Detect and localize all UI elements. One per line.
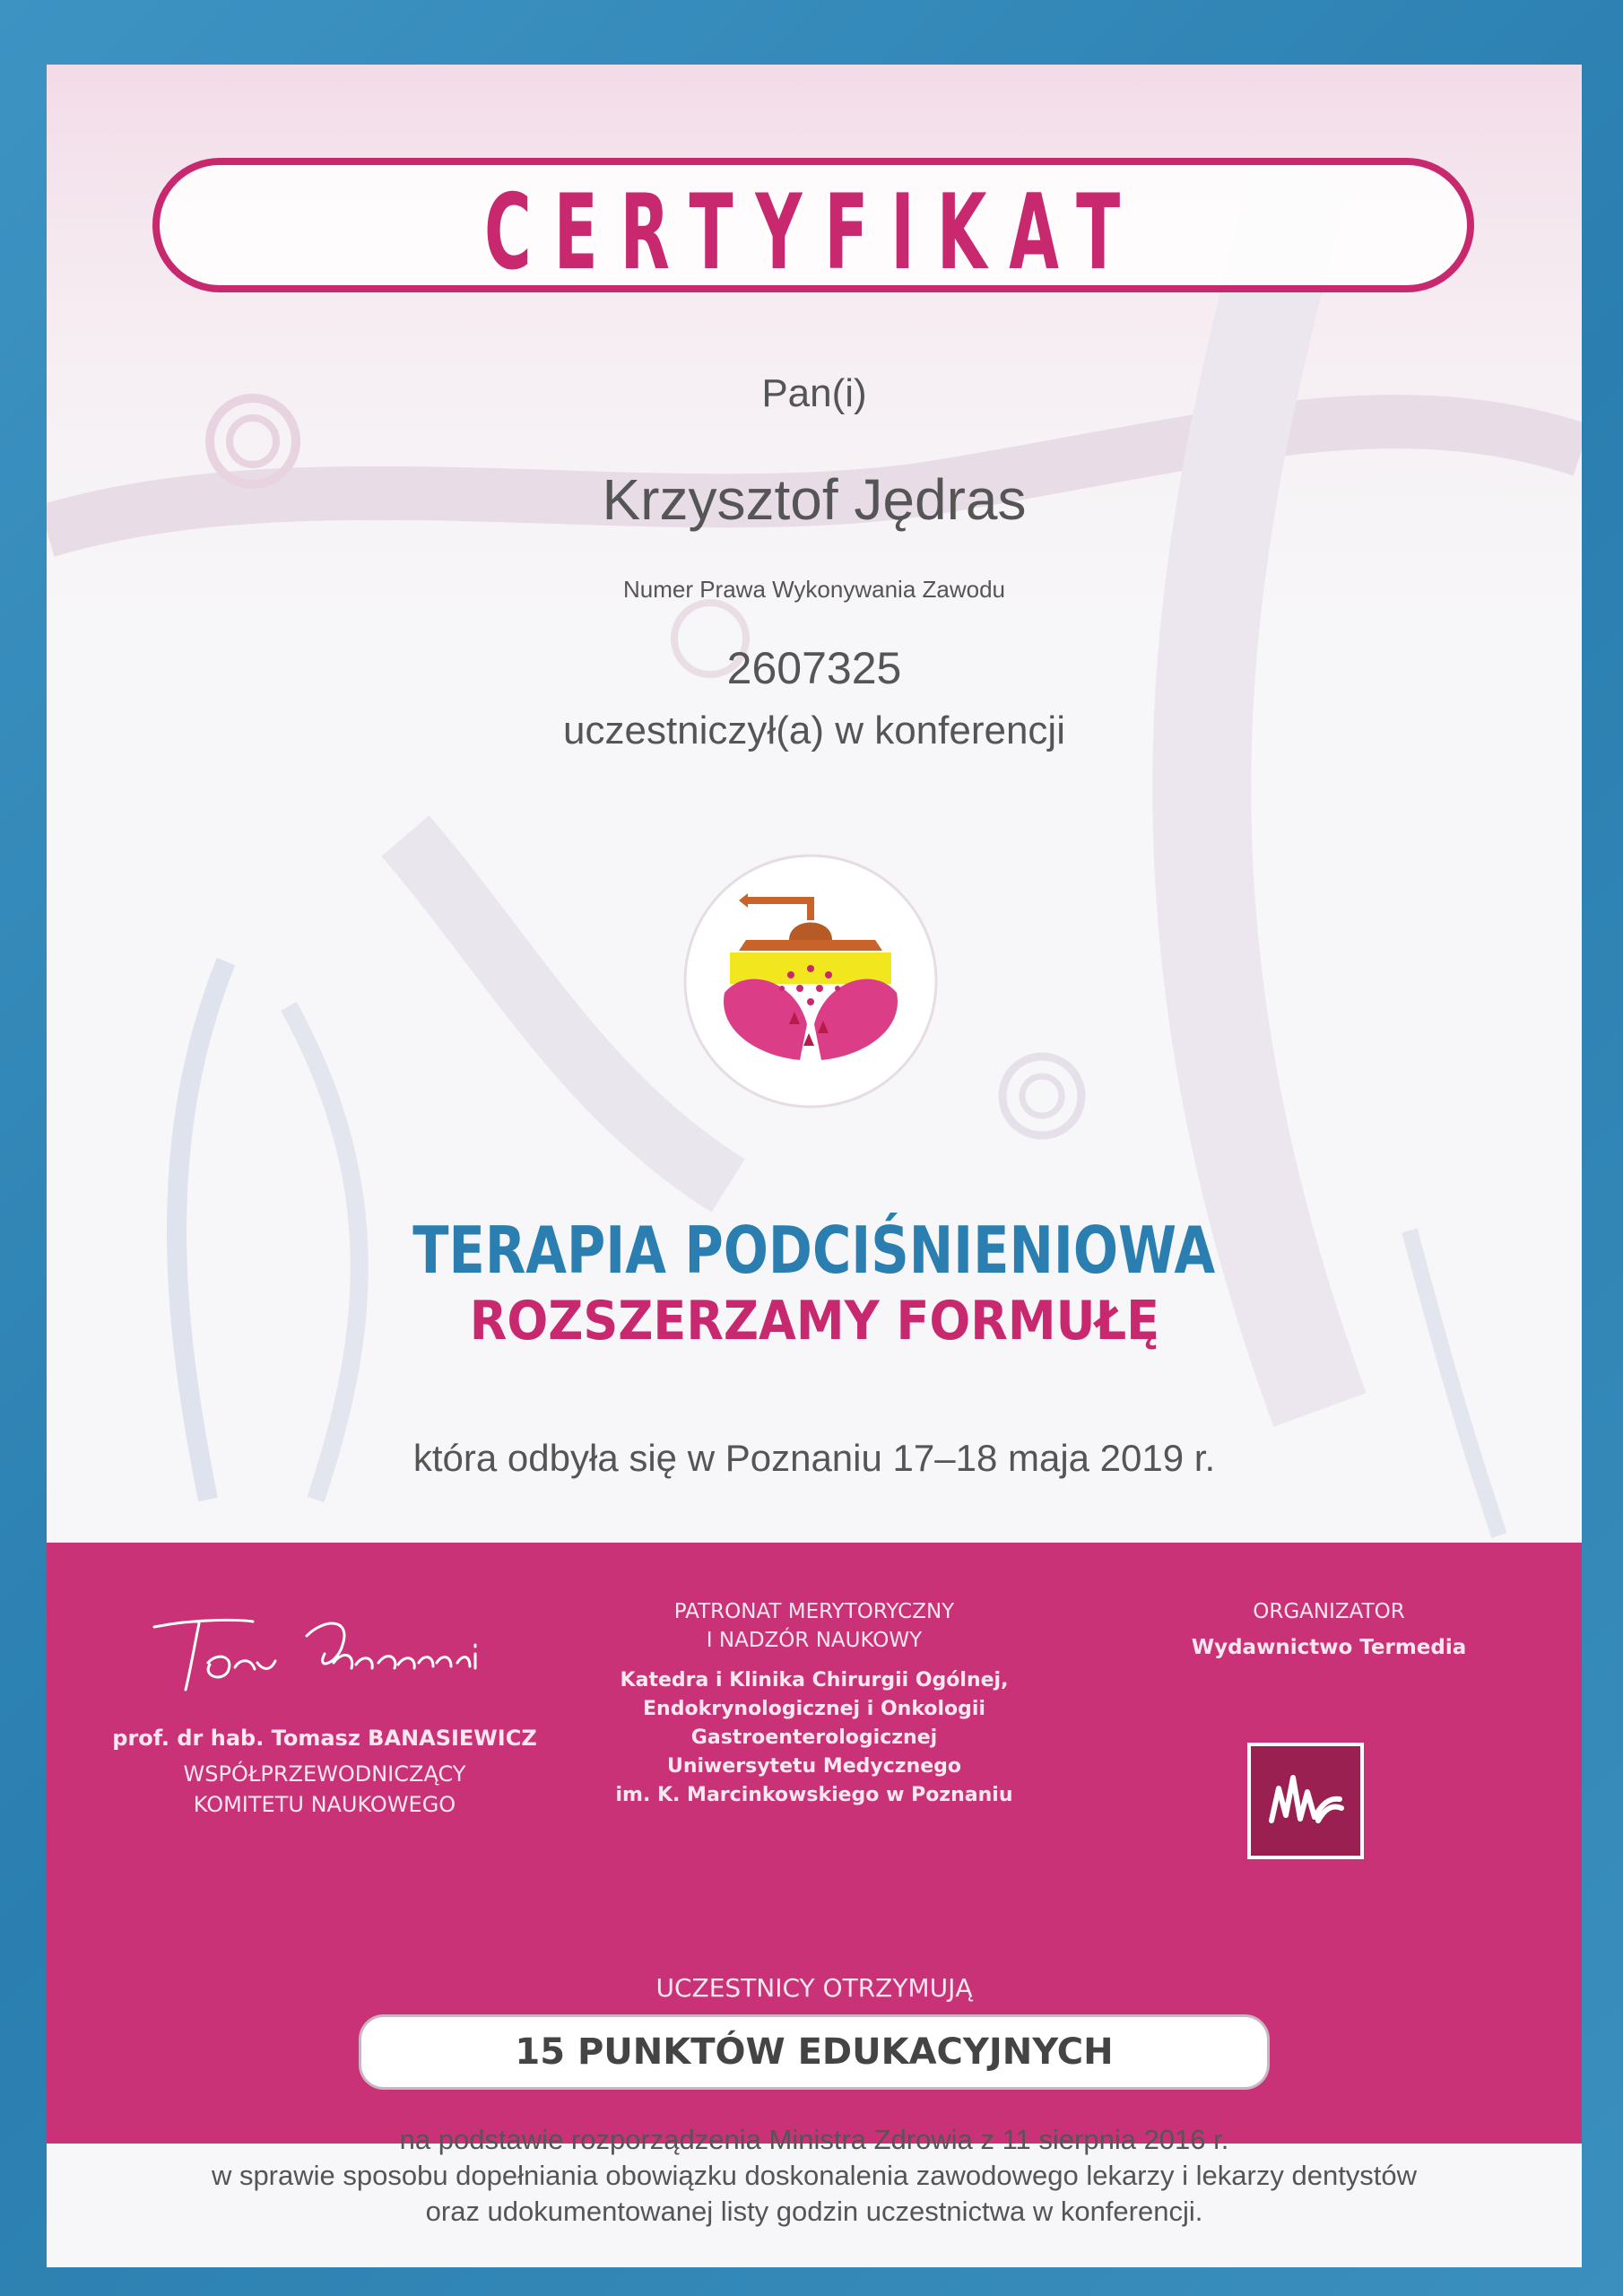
license-label: Numer Prawa Wykonywania Zawodu xyxy=(622,576,1006,603)
termedia-logo-icon xyxy=(1246,1742,1365,1860)
organizer-name: Wydawnictwo Termedia xyxy=(1191,1636,1467,1659)
salutation: Pan(i) xyxy=(761,371,867,415)
handwritten-signature-icon xyxy=(145,1600,576,1699)
patronage-heading-line1: PATRONAT MERYTORYCZNY xyxy=(673,1600,955,1623)
signatory-role-line1: WSPÓŁPRZEWODNICZĄCY xyxy=(183,1761,466,1787)
legal-basis xyxy=(47,2122,1582,2230)
points-text: 15 PUNKTÓW EDUKACYJNYCH xyxy=(515,2031,1114,2073)
signatory-name: prof. dr hab. Tomasz BANASIEWICZ xyxy=(112,1726,537,1751)
patronage-heading-line2: I NADZÓR NAUKOWY xyxy=(706,1629,923,1652)
organizer-heading: ORGANIZATOR xyxy=(1253,1600,1405,1623)
conference-subtitle xyxy=(47,1290,1582,1352)
conference-logo-icon xyxy=(683,854,938,1109)
certificate-paper xyxy=(47,65,1582,2267)
patronage-line: Uniwersytetu Medycznego xyxy=(666,1755,962,1778)
conference-title-line2: ROZSZERZAMY FORMUŁĘ xyxy=(469,1290,1159,1352)
recipient-name: Krzysztof Jędras xyxy=(602,467,1027,532)
conference-title xyxy=(47,1213,1582,1288)
patronage-line: Gastroenterologicznej xyxy=(690,1726,938,1749)
patronage-institution xyxy=(547,1666,1081,1810)
legal-line: na podstawie rozporządzenia Ministra Zdrowia z 11 sierpnia 2016 r. xyxy=(399,2124,1229,2155)
signatory-role-line2: KOMITETU NAUKOWEGO xyxy=(193,1792,456,1817)
title-frame xyxy=(152,158,1474,292)
conference-title-line1: TERAPIA PODCIŚNIENIOWA xyxy=(412,1213,1216,1288)
points-box xyxy=(359,2014,1270,2090)
patronage-line: Katedra i Klinika Chirurgii Ogólnej, xyxy=(620,1669,1009,1692)
participation-text: uczestniczył(a) w konferencji xyxy=(563,709,1065,752)
license-number: 2607325 xyxy=(726,643,902,693)
patronage-line: Endokrynologicznej i Onkologii xyxy=(643,1698,985,1720)
legal-line: w sprawie sposobu dopełniania obowiązku doskonalenia zawodowego lekarzy i lekarzy dentystów xyxy=(211,2160,1418,2191)
event-info: która odbyła się w Poznaniu 17–18 maja 2019 r. xyxy=(412,1437,1216,1479)
legal-line: oraz udokumentowanej listy godzin uczestnictwa w konferencji. xyxy=(425,2196,1203,2227)
patronage-line: im. K. Marcinkowskiego w Poznaniu xyxy=(615,1784,1013,1806)
certificate-title: CERTYFIKAT xyxy=(484,172,1142,293)
participants-receive-label: UCZESTNICY OTRZYMUJĄ xyxy=(655,1973,973,2003)
